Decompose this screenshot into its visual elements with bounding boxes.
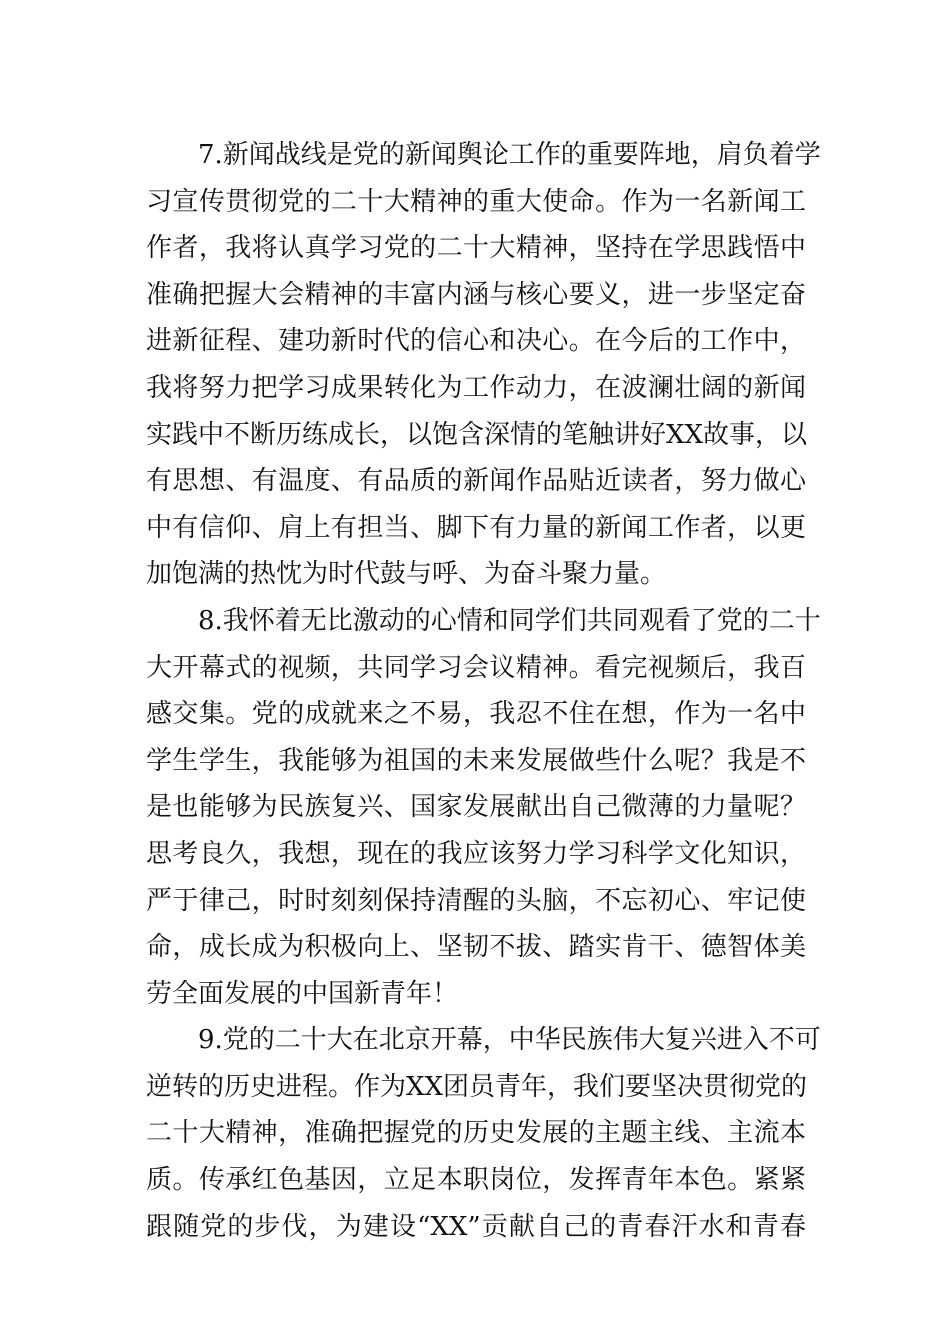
text-line: 作者，我将认真学习党的二十大精神，坚持在学思践悟中 [146,233,806,264]
text-line: 8.我怀着无比激动的心情和同学们共同观看了党的二十 [198,605,821,636]
paragraph-7 [146,132,821,598]
text-line: 劳全面发展的中国新青年！ [146,978,459,1009]
text-line: 质。传承红色基因，立足本职岗位，发挥青年本色。紧紧 [146,1165,806,1196]
paragraph-9 [146,1017,821,1250]
text-line: 大开幕式的视频，共同学习会议精神。看完视频后，我百 [146,652,806,683]
text-line: 感交集。党的成就来之不易，我忍不住在想，作为一名中 [146,699,806,730]
text-line: 学生学生，我能够为祖国的未来发展做些什么呢？我是不 [146,745,806,776]
text-line: 实践中不断历练成长，以饱含深情的笔触讲好XX故事，以 [146,419,808,450]
text-line: 逆转的历史进程。作为XX团员青年，我们要坚决贯彻党的 [146,1071,808,1102]
text-line: 命，成长成为积极向上、坚韧不拔、踏实肯干、德智体美 [146,932,806,963]
text-line: 严于律己，时时刻刻保持清醒的头脑，不忘初心、牢记使 [146,885,806,916]
text-line: 9.党的二十大在北京开幕，中华民族伟大复兴进入不可 [198,1025,821,1056]
text-line: 加饱满的热忱为时代鼓与呼、为奋斗聚力量。 [146,559,667,590]
text-line: 跟随党的步伐，为建设“XX”贡献自己的青春汗水和青春 [146,1211,806,1242]
text-line: 准确把握大会精神的丰富内涵与核心要义，进一步坚定奋 [146,279,806,310]
text-line: 有思想、有温度、有品质的新闻作品贴近读者，努力做心 [146,466,806,497]
text-line: 习宣传贯彻党的二十大精神的重大使命。作为一名新闻工 [146,186,806,217]
text-line: 中有信仰、肩上有担当、脚下有力量的新闻工作者，以更 [146,512,806,543]
text-line: 进新征程、建功新时代的信心和决心。在今后的工作中， [146,326,806,357]
text-line: 7.新闻战线是党的新闻舆论工作的重要阵地，肩负着学 [198,140,821,170]
paragraph-8 [146,598,821,1017]
text-line: 二十大精神，准确把握党的历史发展的主题主线、主流本 [146,1118,806,1149]
text-line: 是也能够为民族复兴、国家发展献出自己微薄的力量呢？ [146,792,806,823]
document-body [146,132,821,1250]
text-line: 我将努力把学习成果转化为工作动力，在波澜壮阔的新闻 [146,372,806,403]
text-line: 思考良久，我想，现在的我应该努力学习科学文化知识， [146,838,806,869]
